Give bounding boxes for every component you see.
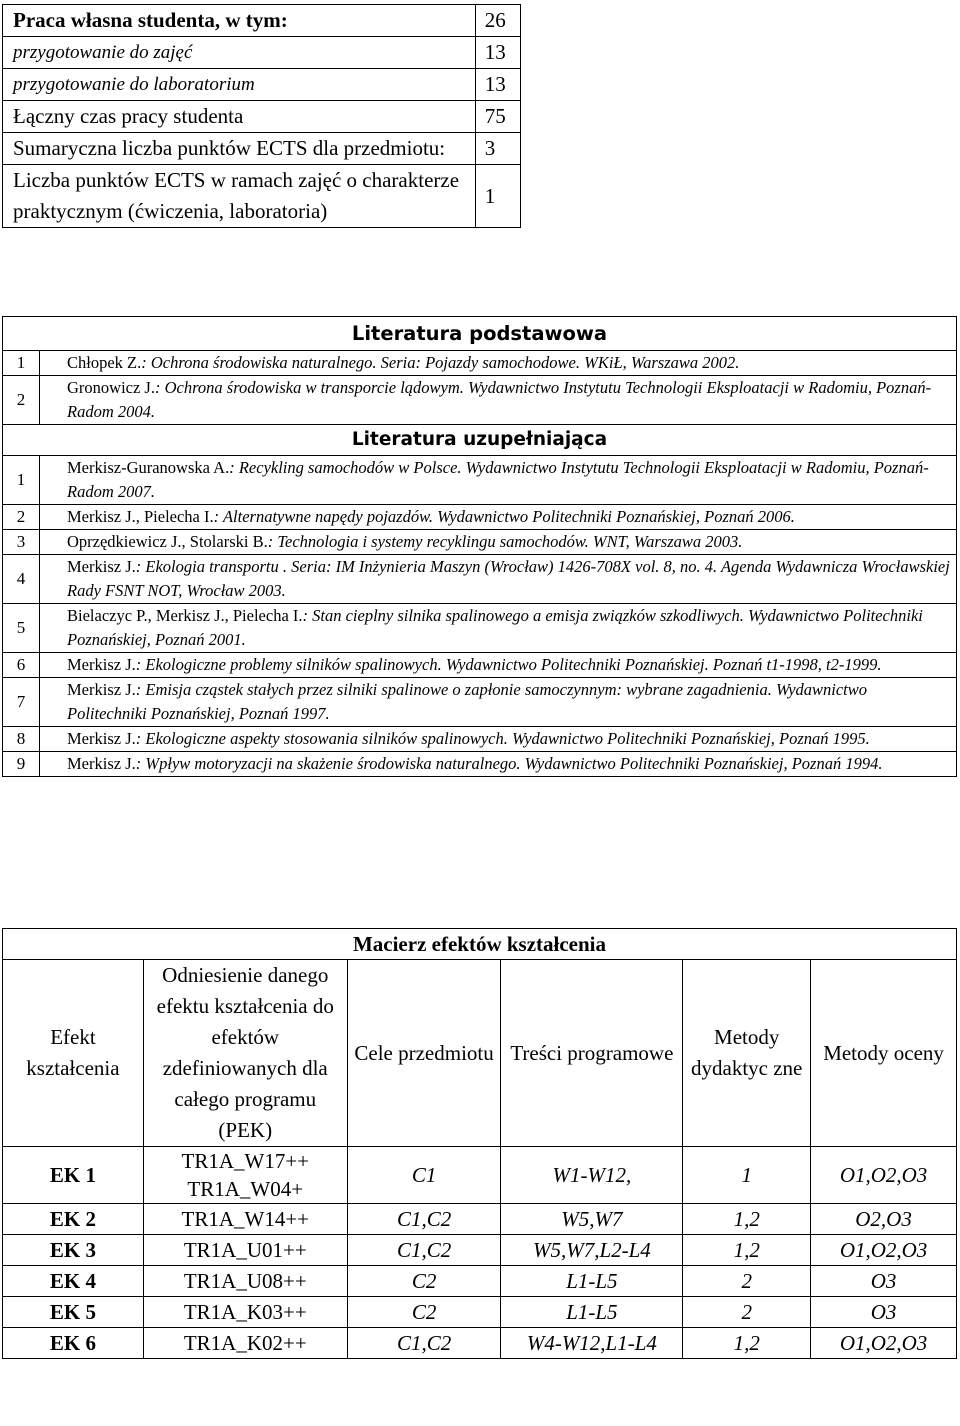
literature-entry	[40, 530, 957, 555]
literature-authors: Merkisz J.	[67, 680, 136, 699]
matrix-cell-oceny: O1,O2,O3	[811, 1147, 957, 1204]
matrix-cell-ek: EK 6	[3, 1328, 144, 1359]
literature-title: : Ekologiczne problemy silników spalinowych. Wydawnictwo Politechniki Poznańskiej. Poznań t1-1998, t2-1999.	[135, 655, 882, 674]
literature-number: 4	[3, 555, 40, 604]
matrix-cell-tresci: W1-W12,	[501, 1147, 683, 1204]
matrix-cell-ek: EK 3	[3, 1235, 144, 1266]
literature-entry	[40, 604, 957, 653]
matrix-cell-metody: 1,2	[683, 1204, 811, 1235]
literature-item	[3, 555, 957, 604]
workload-table	[2, 4, 521, 228]
literature-item	[3, 752, 957, 777]
literature-item	[3, 376, 957, 425]
matrix-header-ek: Efekt kształcenia	[3, 960, 144, 1147]
literature-number: 1	[3, 351, 40, 376]
literature-number: 5	[3, 604, 40, 653]
matrix-row	[3, 1147, 957, 1204]
literature-title: : Ekologiczne aspekty stosowania silników spalinowych. Wydawnictwo Politechniki Poznańskiej, Poznań 1995.	[135, 729, 870, 748]
literature-item	[3, 653, 957, 678]
literature-title: : Ekologia transportu . Seria: IM Inżynieria Maszyn (Wrocław) 1426-708X vol. 8, no. 4. Agenda Wydawnicza Wrocławskiej Rady FSNT NOT, Wrocław 2003.	[67, 557, 950, 600]
literature-item	[3, 505, 957, 530]
matrix-header-metody: Metody dydaktyc zne	[683, 960, 811, 1147]
matrix-header-pek: Odniesienie danego efektu kształcenia do efektów zdefiniowanych dla całego programu (PEK)	[143, 960, 347, 1147]
matrix-cell-ek: EK 1	[3, 1147, 144, 1204]
matrix-cell-metody: 1,2	[683, 1328, 811, 1359]
literature-item	[3, 604, 957, 653]
literature-entry	[40, 376, 957, 425]
literature-entry	[40, 653, 957, 678]
workload-row	[3, 37, 521, 69]
matrix-cell-metody: 1	[683, 1147, 811, 1204]
matrix-cell-oceny: O3	[811, 1266, 957, 1297]
matrix-header-oceny: Metody oceny	[811, 960, 957, 1147]
matrix-cell-pek: TR1A_U01++	[143, 1235, 347, 1266]
matrix-cell-tresci: W5,W7	[501, 1204, 683, 1235]
matrix-row	[3, 1328, 957, 1359]
literature-authors: Merkisz J.	[67, 655, 136, 674]
literature-number: 6	[3, 653, 40, 678]
matrix-cell-metody: 2	[683, 1297, 811, 1328]
supplementary-literature-list	[3, 456, 957, 777]
matrix-cell-ek: EK 2	[3, 1204, 144, 1235]
matrix-cell-pek: TR1A_W14++	[143, 1204, 347, 1235]
literature-entry	[40, 456, 957, 505]
workload-value: 13	[475, 37, 520, 69]
matrix-cell-metody: 1,2	[683, 1235, 811, 1266]
matrix-cell-oceny: O1,O2,O3	[811, 1235, 957, 1266]
workload-value: 75	[475, 101, 520, 133]
literature-authors: Merkisz-Guranowska A.	[67, 458, 230, 477]
workload-value: 13	[475, 69, 520, 101]
literature-number: 8	[3, 727, 40, 752]
basic-literature-list	[3, 351, 957, 425]
matrix-header-cele: Cele przedmiotu	[347, 960, 501, 1147]
literature-entry	[40, 678, 957, 727]
matrix-row	[3, 1297, 957, 1328]
literature-authors: Bielaczyc P., Merkisz J., Pielecha I.	[67, 606, 303, 625]
literature-title: : Technologia i systemy recyklingu samochodów. WNT, Warszawa 2003.	[267, 532, 743, 551]
literature-item	[3, 530, 957, 555]
literature-item	[3, 678, 957, 727]
literature-entry	[40, 505, 957, 530]
basic-literature-title: Literatura podstawowa	[3, 317, 957, 351]
literature-title: : Ochrona środowiska naturalnego. Seria: Pojazdy samochodowe. WKiŁ, Warszawa 2002.	[141, 353, 740, 372]
workload-row	[3, 101, 521, 133]
matrix-cell-cele: C1,C2	[347, 1235, 501, 1266]
workload-label: przygotowanie do laboratorium	[3, 69, 476, 101]
workload-row	[3, 69, 521, 101]
matrix-rows	[3, 1147, 957, 1359]
literature-item	[3, 351, 957, 376]
matrix-cell-cele: C1,C2	[347, 1204, 501, 1235]
literature-authors: Merkisz J., Pielecha I.	[67, 507, 214, 526]
matrix-cell-tresci: W4-W12,L1-L4	[501, 1328, 683, 1359]
literature-number: 3	[3, 530, 40, 555]
matrix-cell-pek: TR1A_K02++	[143, 1328, 347, 1359]
literature-table	[2, 316, 957, 777]
matrix-title: Macierz efektów kształcenia	[3, 929, 957, 960]
workload-label: przygotowanie do zajęć	[3, 37, 476, 69]
matrix-cell-oceny: O3	[811, 1297, 957, 1328]
literature-entry	[40, 752, 957, 777]
literature-authors: Chłopek Z.	[67, 353, 142, 372]
literature-authors: Merkisz J.	[67, 754, 136, 773]
workload-value: 26	[475, 5, 520, 37]
matrix-cell-cele: C2	[347, 1297, 501, 1328]
literature-entry	[40, 727, 957, 752]
matrix-cell-cele: C1,C2	[347, 1328, 501, 1359]
matrix-row	[3, 1204, 957, 1235]
literature-title: : Recykling samochodów w Polsce. Wydawnictwo Instytutu Technologii Eksploatacji w Radomiu, Poznań-Radom 2007.	[67, 458, 929, 501]
workload-row	[3, 165, 521, 228]
workload-value: 3	[475, 133, 520, 165]
matrix-cell-oceny: O2,O3	[811, 1204, 957, 1235]
matrix-cell-pek: TR1A_W17++ TR1A_W04+	[143, 1147, 347, 1204]
workload-row	[3, 133, 521, 165]
literature-entry	[40, 351, 957, 376]
literature-authors: Merkisz J.	[67, 729, 136, 748]
learning-outcomes-matrix	[2, 928, 957, 1359]
literature-item	[3, 727, 957, 752]
workload-label: Łączny czas pracy studenta	[3, 101, 476, 133]
matrix-cell-ek: EK 5	[3, 1297, 144, 1328]
literature-authors: Merkisz J.	[67, 557, 136, 576]
matrix-header-tresci: Treści programowe	[501, 960, 683, 1147]
workload-row	[3, 5, 521, 37]
matrix-cell-metody: 2	[683, 1266, 811, 1297]
literature-number: 9	[3, 752, 40, 777]
matrix-cell-pek: TR1A_K03++	[143, 1297, 347, 1328]
literature-entry	[40, 555, 957, 604]
workload-label: Sumaryczna liczba punktów ECTS dla przedmiotu:	[3, 133, 476, 165]
literature-item	[3, 456, 957, 505]
literature-number: 1	[3, 456, 40, 505]
literature-authors: Oprzędkiewicz J., Stolarski B.	[67, 532, 268, 551]
matrix-row	[3, 1266, 957, 1297]
literature-authors: Gronowicz J.	[67, 378, 155, 397]
supplementary-literature-title: Literatura uzupełniająca	[3, 425, 957, 456]
matrix-cell-tresci: W5,W7,L2-L4	[501, 1235, 683, 1266]
matrix-cell-tresci: L1-L5	[501, 1297, 683, 1328]
literature-title: : Alternatywne napędy pojazdów. Wydawnictwo Politechniki Poznańskiej, Poznań 2006.	[213, 507, 795, 526]
matrix-cell-oceny: O1,O2,O3	[811, 1328, 957, 1359]
literature-number: 2	[3, 505, 40, 530]
literature-title: : Ochrona środowiska w transporcie lądowym. Wydawnictwo Instytutu Technologii Eksploatacji w Radomiu, Poznań-Radom 2004.	[67, 378, 932, 421]
literature-title: : Stan cieplny silnika spalinowego a emisja związków szkodliwych. Wydawnictwo Politechniki Poznańskiej, Poznań 2001.	[67, 606, 923, 649]
matrix-cell-ek: EK 4	[3, 1266, 144, 1297]
workload-value: 1	[475, 165, 520, 228]
matrix-cell-cele: C2	[347, 1266, 501, 1297]
literature-number: 7	[3, 678, 40, 727]
literature-title: : Wpływ motoryzacji na skażenie środowiska naturalnego. Wydawnictwo Politechniki Poznańskiej, Poznań 1994.	[135, 754, 883, 773]
matrix-cell-cele: C1	[347, 1147, 501, 1204]
workload-label: Praca własna studenta, w tym:	[3, 5, 476, 37]
matrix-row	[3, 1235, 957, 1266]
literature-title: : Emisja cząstek stałych przez silniki spalinowe o zapłonie samoczynnym: wybrane zagadnienia. Wydawnictwo Politechniki Poznańskiej, Poznań 1997.	[67, 680, 868, 723]
matrix-cell-tresci: L1-L5	[501, 1266, 683, 1297]
literature-number: 2	[3, 376, 40, 425]
workload-label: Liczba punktów ECTS w ramach zajęć o charakterze praktycznym (ćwiczenia, laboratoria)	[3, 165, 476, 228]
matrix-cell-pek: TR1A_U08++	[143, 1266, 347, 1297]
